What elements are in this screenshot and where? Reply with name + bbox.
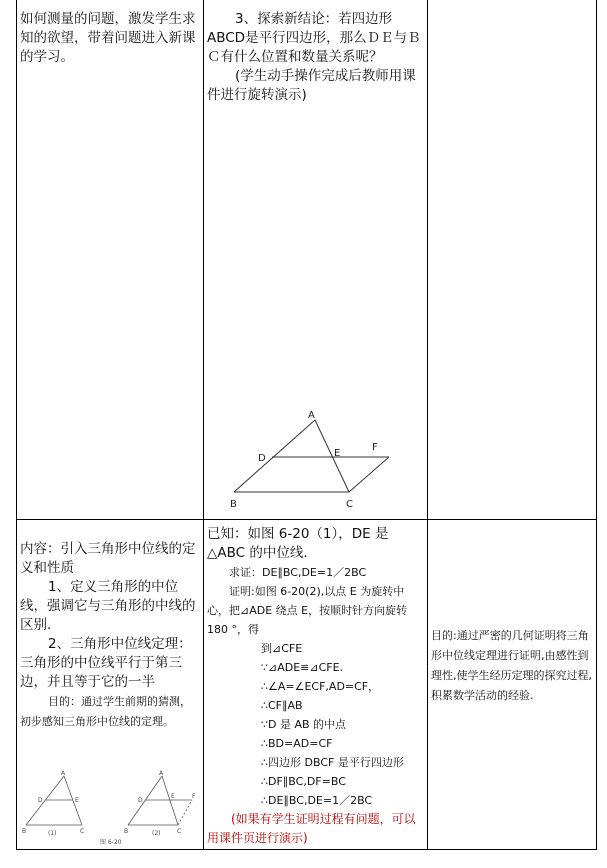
segment-cf	[349, 457, 389, 492]
row2-col2-cell	[207, 525, 423, 848]
proof-step: ∵D 是 AB 的中点	[261, 718, 347, 731]
fig2-label-e: E	[171, 793, 175, 800]
fig2-label-d: D	[138, 797, 143, 804]
fig1-label-a: A	[61, 770, 66, 777]
row1-col2-cell	[207, 10, 423, 105]
fig2-label-c: C	[177, 828, 182, 835]
proof-step: ∴CF∥AB	[261, 699, 303, 712]
figure-number: 图 6-20	[100, 839, 122, 846]
fig1-label-d: D	[38, 797, 43, 804]
purpose-text: 目的：通过学生前期的猜测，初步感知三角形中位线的定理。	[20, 695, 191, 728]
proof-intro: 证明:如图 6-20(2),以点 E 为旋转中心，把⊿ADE 绕点 E，按顺时针方向旋转 180 °，得	[207, 585, 408, 636]
row2-col3-cell	[431, 626, 592, 706]
table-border-left	[16, 0, 17, 850]
proof-step: ∴DF∥BC,DF=BC	[261, 775, 346, 788]
table-divider-2	[427, 0, 428, 850]
row-separator	[16, 519, 597, 520]
proof-step: 到⊿CFE	[261, 642, 303, 655]
fig1-label-c: C	[80, 828, 85, 835]
proof-step: ∴四边形 DBCF 是平行四边形	[261, 756, 404, 769]
fig2-label-a: A	[159, 770, 164, 777]
prove-statement: 求证：DE∥BC,DE=1／2BC	[229, 566, 367, 579]
midline-figures	[20, 770, 200, 848]
known-statement: 已知：如图 6-20（1），DE 是△ABC 的中位线.	[207, 526, 389, 561]
table-border-right	[596, 0, 597, 850]
label-e: E	[334, 448, 341, 459]
fig1-label-e: E	[75, 797, 79, 804]
segment-ab	[234, 420, 315, 492]
proof-step: ∵⊿ADE≌⊿CFE.	[261, 661, 344, 674]
row1-intro-text: 如何测量的问题，激发学生求知的欲望，带着问题进入新课的学习。	[20, 11, 196, 65]
theorem-item: 2、三角形中位线定理：三角形的中位线平行于第三边，并且等于它的一半	[20, 636, 192, 690]
fig2-caption: (2)	[152, 830, 161, 837]
fig2-label-b: B	[124, 828, 129, 835]
row2-col1-cell	[20, 540, 200, 732]
row1-col1-cell	[20, 10, 200, 67]
proof-step: ∴∠A=∠ECF,AD=CF，	[261, 680, 380, 693]
table-border-bottom	[16, 849, 597, 850]
content-title: 内容：引入三角形中位线的定义和性质	[20, 541, 196, 576]
proof-step: ∴BD=AD=CF	[261, 737, 333, 750]
courseware-note: (如果有学生证明过程有问题，可以用课件页进行演示)	[207, 812, 416, 845]
demo-note: (学生动手操作完成后教师用课件进行旋转演示)	[207, 68, 416, 103]
fig1-label-b: B	[22, 828, 27, 835]
proof-step: ∴DE∥BC,DE=1／2BC	[261, 794, 373, 807]
label-d: D	[258, 453, 266, 464]
label-a: A	[308, 410, 315, 421]
col3-purpose-text: 目的:通过严密的几何证明将三角形中位线定理进行证明,由感性到理性,使学生经历定理的探究过程,积累数学活动的经验.	[431, 629, 592, 702]
explore-question: 3、探索新结论：若四边形ABCD是平行四边形，那么ＤＥ与ＢＣ有什么位置和数量关系呢？	[207, 11, 421, 65]
label-f: F	[372, 442, 378, 453]
fig2-label-f: F	[192, 793, 196, 800]
fig1-caption: (1)	[48, 830, 57, 837]
proof-steps	[207, 639, 423, 810]
segment-ac	[315, 420, 349, 492]
table-divider-1	[203, 0, 204, 850]
parallelogram-figure	[222, 405, 402, 515]
label-c: C	[346, 499, 353, 510]
label-b: B	[230, 499, 237, 510]
definition-item: 1、定义三角形的中位线，强调它与三角形的中线的区别.	[20, 579, 196, 633]
